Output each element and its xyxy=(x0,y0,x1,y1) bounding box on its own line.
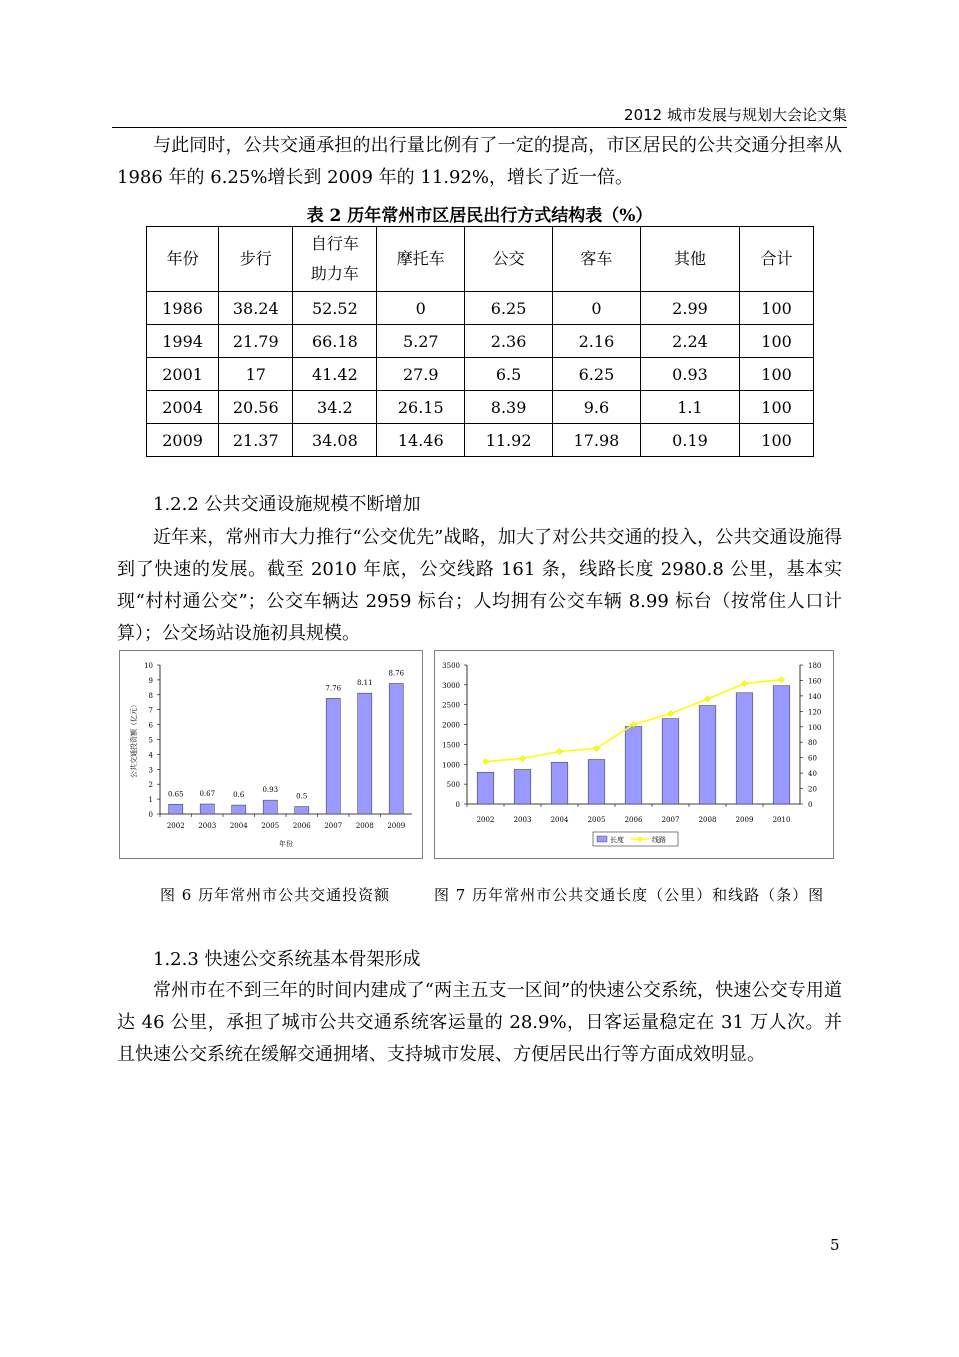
y-axis-label: 公共交通投资额（亿元） xyxy=(130,701,138,778)
legend-length-swatch xyxy=(597,836,607,842)
table-cell: 1.1 xyxy=(640,391,739,424)
table-header-cell: 摩托车 xyxy=(377,227,465,292)
table-cell: 1986 xyxy=(147,292,219,325)
investment-chart-svg xyxy=(120,651,422,858)
left-tick-label: 1000 xyxy=(442,761,460,770)
table-cell: 2.24 xyxy=(640,325,739,358)
x-tick-label-2003: 2003 xyxy=(513,816,532,824)
table-cell: 8.39 xyxy=(465,391,553,424)
table-cell: 11.92 xyxy=(465,424,553,457)
y-tick-label: 8 xyxy=(148,691,153,700)
legend-length-label: 长度 xyxy=(610,836,624,844)
table-cell: 14.46 xyxy=(377,424,465,457)
table-cell: 38.24 xyxy=(219,292,293,325)
left-tick-label: 1500 xyxy=(442,741,460,750)
table-cell: 2001 xyxy=(147,358,219,391)
table-cell: 100 xyxy=(740,358,814,391)
data-label-2004: 0.6 xyxy=(233,791,245,800)
y-tick-label: 5 xyxy=(148,736,153,745)
table-cell: 2.16 xyxy=(553,325,641,358)
table-cell: 17.98 xyxy=(553,424,641,457)
length-bar-2003 xyxy=(514,769,531,804)
table-header-cell: 客车 xyxy=(553,227,641,292)
right-tick-label: 120 xyxy=(808,708,822,717)
left-tick-label: 500 xyxy=(446,781,460,790)
table-cell: 66.18 xyxy=(293,325,377,358)
right-tick-label: 100 xyxy=(808,723,822,732)
bar-2006 xyxy=(295,807,309,814)
table-row xyxy=(147,391,814,424)
bar-2009 xyxy=(389,683,403,814)
table-cell: 0.93 xyxy=(640,358,739,391)
table-cell: 9.6 xyxy=(553,391,641,424)
x-tick-label-2004: 2004 xyxy=(229,822,248,830)
bar-2003 xyxy=(200,804,214,814)
x-tick-label-2010: 2010 xyxy=(772,816,791,824)
bar-2008 xyxy=(358,693,372,814)
table-cell: 20.56 xyxy=(219,391,293,424)
section-1-2-3-paragraph: 常州市在不到三年的时间内建成了“两主五支一区间”的快速公交系统，快速公交专用道达 46 公里，承担了城市公共交通系统客运量的 28.9%，日客运量稳定在 31 万人次。并且快速公交系统在缓解交通拥堵、支持城市发展、方便居民出行等方面成效明显。 xyxy=(117,980,842,1065)
running-header: 2012 城市发展与规划大会论文集 xyxy=(624,106,847,124)
table-row xyxy=(147,358,814,391)
length-bar-2008 xyxy=(699,706,716,804)
x-tick-label-2003: 2003 xyxy=(198,822,217,830)
x-tick-label-2008: 2008 xyxy=(355,822,374,830)
table-header-row xyxy=(147,227,814,292)
right-tick-label: 60 xyxy=(808,754,817,763)
y-tick-label: 6 xyxy=(148,721,153,730)
y-tick-label: 7 xyxy=(148,706,153,715)
y-tick-label: 1 xyxy=(148,796,153,805)
section-1-2-2-heading: 1.2.2 公共交通设施规模不断增加 xyxy=(153,494,421,515)
bar-2007 xyxy=(326,698,340,814)
left-tick-label: 3500 xyxy=(442,662,460,670)
length-bar-2010 xyxy=(773,686,790,804)
right-tick-label: 80 xyxy=(808,739,817,748)
table-header-cell: 年份 xyxy=(147,227,219,292)
data-label-2007: 7.76 xyxy=(325,684,342,693)
x-tick-label-2002: 2002 xyxy=(166,822,185,830)
table-row xyxy=(147,292,814,325)
section-1-2-3-heading: 1.2.3 快速公交系统基本骨架形成 xyxy=(153,949,421,970)
table-cell: 2004 xyxy=(147,391,219,424)
table-header-cell: 其他 xyxy=(640,227,739,292)
table-cell: 1994 xyxy=(147,325,219,358)
data-label-2006: 0.5 xyxy=(296,792,308,801)
length-bar-2005 xyxy=(588,760,605,804)
y-tick-label: 2 xyxy=(148,781,153,790)
y-tick-label: 9 xyxy=(148,676,153,685)
left-tick-label: 0 xyxy=(455,801,460,809)
table-cell: 34.08 xyxy=(293,424,377,457)
table-cell: 100 xyxy=(740,292,814,325)
table-row xyxy=(147,424,814,457)
table-cell: 0 xyxy=(377,292,465,325)
table-cell: 2.36 xyxy=(465,325,553,358)
left-tick-label: 2000 xyxy=(442,721,460,730)
left-tick-label: 2500 xyxy=(442,701,460,710)
x-axis-label: 年份 xyxy=(279,840,293,848)
page-number: 5 xyxy=(830,1236,840,1254)
right-tick-label: 0 xyxy=(808,801,813,809)
table-cell: 2009 xyxy=(147,424,219,457)
section-1-2-2-paragraph: 近年来，常州市大力推行“公交优先”战略，加大了对公共交通的投入，公共交通设施得到了快速的发展。截至 2010 年底，公交线路 161 条，线路长度 2980.8 公里，基本实现“村村通公交”；公交车辆达 2959 标台；人均拥有公交车辆 8.99 标台（按常住人口计算）；公交场站设施初具规模。 xyxy=(117,527,842,644)
y-tick-label: 4 xyxy=(148,751,153,760)
bar-2004 xyxy=(232,805,246,814)
table-cell: 52.52 xyxy=(293,292,377,325)
table-body xyxy=(147,292,814,457)
x-tick-label-2007: 2007 xyxy=(661,816,680,824)
right-tick-label: 160 xyxy=(808,677,822,686)
length-bar-2002 xyxy=(477,772,494,804)
table-header-cell: 自行车 助力车 xyxy=(293,227,377,292)
length-bar-2009 xyxy=(736,693,753,804)
length-routes-chart xyxy=(434,650,834,859)
table-cell: 100 xyxy=(740,325,814,358)
x-tick-label-2009: 2009 xyxy=(735,816,754,824)
legend-routes-label: 线路 xyxy=(652,836,666,844)
routes-point-2007 xyxy=(668,711,674,717)
bar-2002 xyxy=(169,804,183,814)
table-cell: 0 xyxy=(553,292,641,325)
right-tick-label: 40 xyxy=(808,770,817,779)
right-tick-label: 180 xyxy=(808,662,822,670)
routes-point-2009 xyxy=(742,681,748,687)
x-tick-label-2004: 2004 xyxy=(550,816,569,824)
left-tick-label: 3000 xyxy=(442,681,460,690)
table-cell: 6.25 xyxy=(465,292,553,325)
table-caption: 表 2 历年常州市区居民出行方式结构表（%） xyxy=(306,206,653,226)
data-label-2008: 8.11 xyxy=(356,679,373,688)
bar-2005 xyxy=(263,800,277,814)
x-tick-label-2006: 2006 xyxy=(292,822,311,830)
routes-point-2008 xyxy=(705,696,711,702)
data-label-2005: 0.93 xyxy=(262,786,279,795)
x-tick-label-2005: 2005 xyxy=(587,816,606,824)
table-cell: 2.99 xyxy=(640,292,739,325)
data-label-2009: 8.76 xyxy=(388,669,405,678)
table-header-cell: 公交 xyxy=(465,227,553,292)
table-cell: 100 xyxy=(740,424,814,457)
table-cell: 26.15 xyxy=(377,391,465,424)
table-cell: 0.19 xyxy=(640,424,739,457)
table-header-cell: 步行 xyxy=(219,227,293,292)
table-cell: 41.42 xyxy=(293,358,377,391)
header-rule xyxy=(112,127,847,128)
length-bar-2006 xyxy=(625,727,642,804)
figure-7-caption: 图 7 历年常州市公共交通长度（公里）和线路（条）图 xyxy=(434,886,825,904)
table-cell: 6.5 xyxy=(465,358,553,391)
investment-chart xyxy=(119,650,423,859)
table-header-cell: 合计 xyxy=(740,227,814,292)
routes-point-2010 xyxy=(779,677,785,683)
table-cell: 100 xyxy=(740,391,814,424)
travel-mode-table xyxy=(146,226,814,457)
data-label-2003: 0.67 xyxy=(199,790,216,799)
table-cell: 34.2 xyxy=(293,391,377,424)
table-cell: 6.25 xyxy=(553,358,641,391)
right-tick-label: 20 xyxy=(808,785,817,794)
figure-6-caption: 图 6 历年常州市公共交通投资额 xyxy=(160,886,391,904)
length-routes-chart-svg xyxy=(435,651,833,858)
data-label-2002: 0.65 xyxy=(167,790,184,799)
table-cell: 5.27 xyxy=(377,325,465,358)
table-cell: 21.37 xyxy=(219,424,293,457)
routes-point-2004 xyxy=(557,748,563,754)
length-bar-2004 xyxy=(551,762,568,804)
x-tick-label-2007: 2007 xyxy=(324,822,343,830)
table-cell: 27.9 xyxy=(377,358,465,391)
x-tick-label-2002: 2002 xyxy=(476,816,495,824)
intro-paragraph: 与此同时，公共交通承担的出行量比例有了一定的提高，市区居民的公共交通分担率从 1986 年的 6.25%增长到 2009 年的 11.92%，增长了近一倍。 xyxy=(117,135,842,188)
y-tick-label: 3 xyxy=(148,766,153,775)
y-tick-label: 10 xyxy=(144,662,153,670)
routes-point-2003 xyxy=(520,755,526,761)
x-tick-label-2005: 2005 xyxy=(261,822,280,830)
length-bar-2007 xyxy=(662,719,679,804)
table-cell: 17 xyxy=(219,358,293,391)
table-cell: 21.79 xyxy=(219,325,293,358)
table-row xyxy=(147,325,814,358)
x-tick-label-2009: 2009 xyxy=(387,822,406,830)
routes-point-2002 xyxy=(483,759,489,765)
x-tick-label-2006: 2006 xyxy=(624,816,643,824)
right-tick-label: 140 xyxy=(808,692,822,701)
y-tick-label: 0 xyxy=(148,811,153,819)
x-tick-label-2008: 2008 xyxy=(698,816,717,824)
